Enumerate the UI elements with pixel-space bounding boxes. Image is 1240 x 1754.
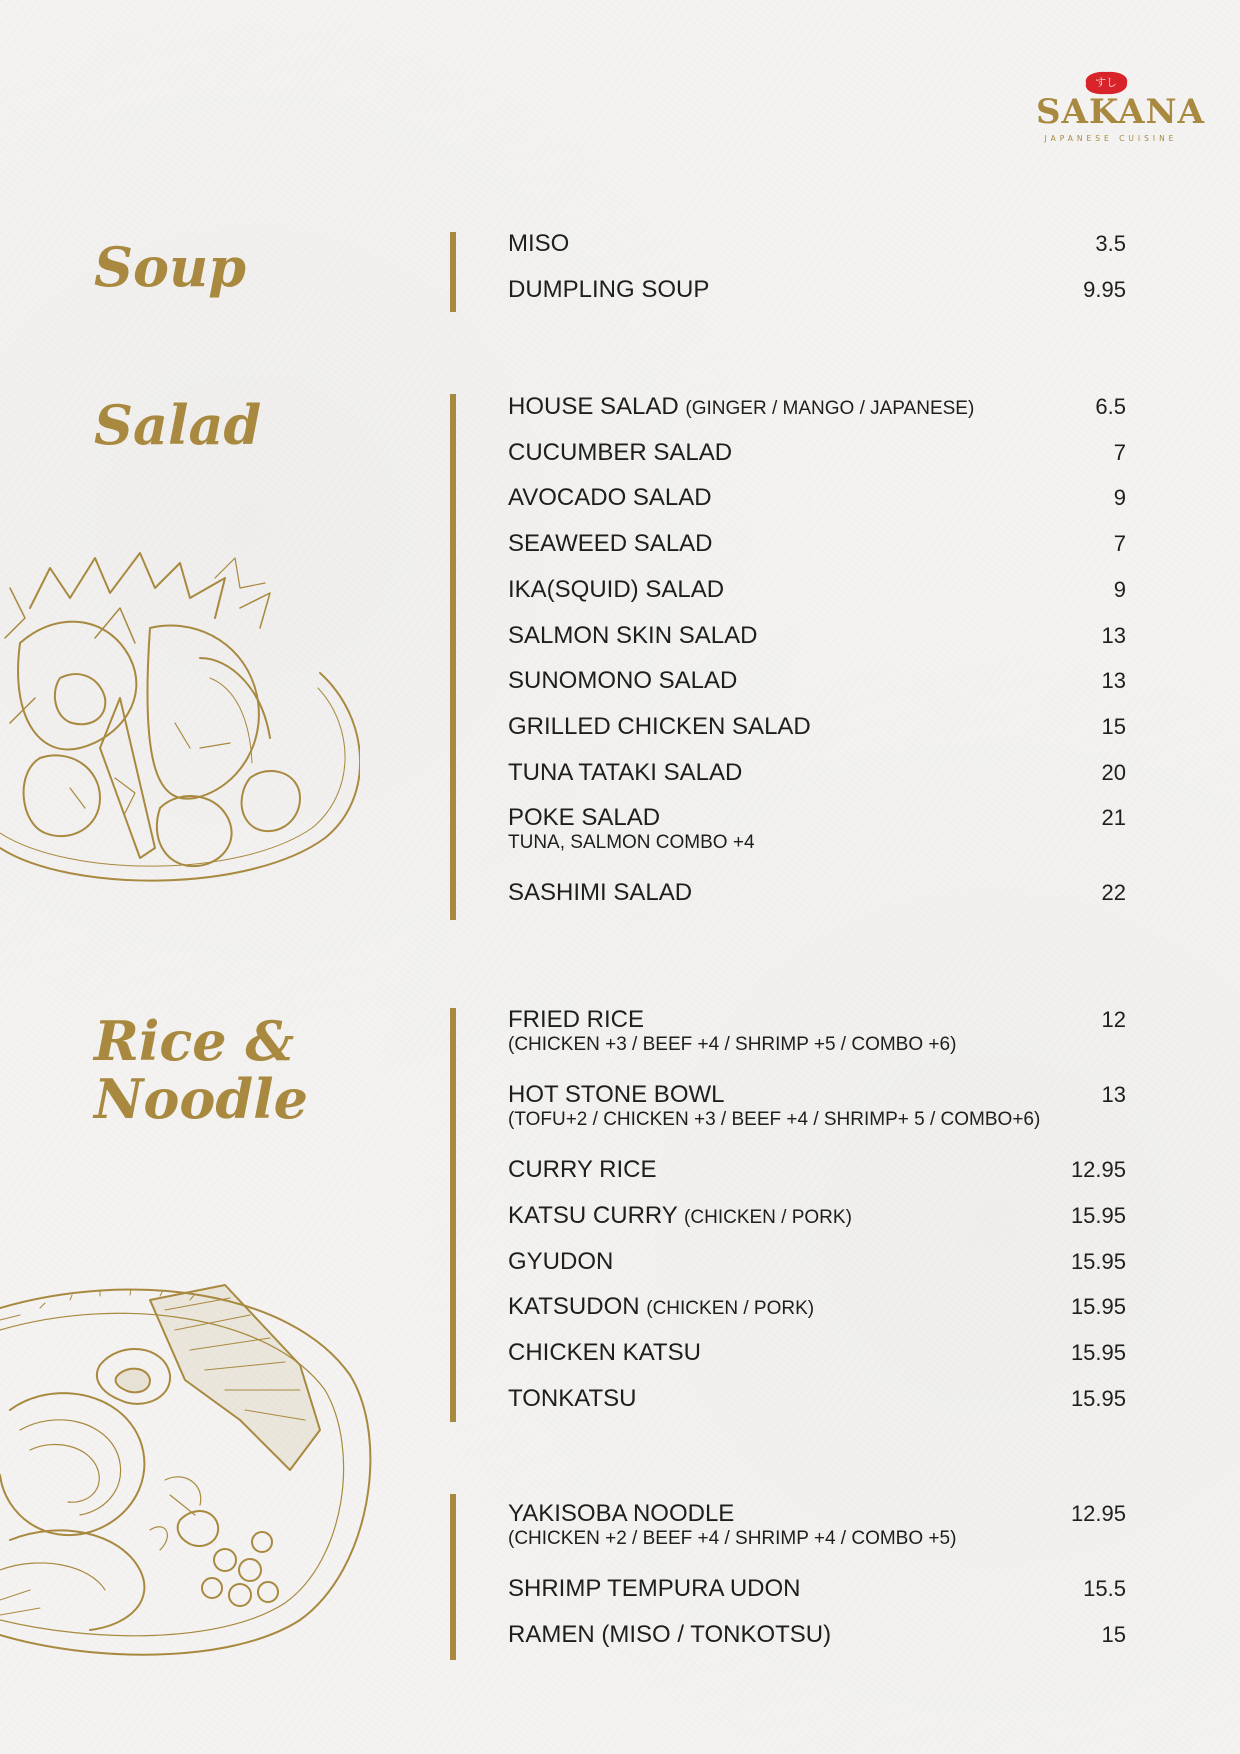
item-price: 3.5 [1095, 231, 1126, 256]
section-divider [450, 1008, 456, 1422]
item-name: MISO [508, 230, 570, 257]
item-name: CHICKEN KATSU [508, 1339, 701, 1366]
item-price: 15 [1101, 1622, 1126, 1647]
item-price: 13 [1101, 668, 1126, 693]
item-price: 13 [1101, 1082, 1126, 1107]
item-name: HOUSE SALAD (GINGER / MANGO / JAPANESE) [508, 393, 975, 420]
brand-tagline: JAPANESE CUISINE [1044, 134, 1178, 143]
item-price: 22 [1101, 880, 1126, 905]
item-note: (CHICKEN / PORK) [646, 1298, 815, 1319]
item-name: SEAWEED SALAD [508, 530, 713, 557]
item-price: 9 [1113, 577, 1126, 602]
item-name: SUNOMONO SALAD [508, 667, 738, 694]
section-title-soup: Soup [94, 235, 247, 299]
item-name: SASHIMI SALAD [508, 879, 693, 906]
item-price: 20 [1101, 760, 1126, 785]
item-price: 12.95 [1070, 1157, 1126, 1182]
item-price: 7 [1113, 531, 1126, 556]
item-note: (CHICKEN / PORK) [684, 1207, 852, 1228]
item-name: IKA(SQUID) SALAD [508, 576, 725, 603]
item-name: KATSUDON (CHICKEN / PORK) [508, 1293, 815, 1320]
item-name: CURRY RICE [508, 1156, 657, 1183]
item-name: TONKATSU [508, 1385, 637, 1412]
item-name: FRIED RICE [508, 1006, 645, 1033]
item-note: (CHICKEN +3 / BEEF +4 / SHRIMP +5 / COMBO +6) [508, 1034, 957, 1055]
item-name: DUMPLING SOUP [508, 276, 710, 303]
item-price: 6.5 [1095, 394, 1126, 419]
seal-text: すし [1095, 76, 1117, 89]
item-price: 12 [1101, 1007, 1126, 1032]
item-price: 15 [1101, 714, 1126, 739]
section-divider [450, 1494, 456, 1660]
item-name: TUNA TATAKI SALAD [508, 759, 743, 786]
ramen-bowl-illustration [0, 1270, 380, 1660]
item-name: SALMON SKIN SALAD [508, 622, 758, 649]
section-title-rice: Rice & [94, 1009, 295, 1073]
item-price: 15.95 [1070, 1340, 1126, 1365]
section-divider [450, 232, 456, 312]
item-note: (CHICKEN +2 / BEEF +4 / SHRIMP +4 / COMBO +5) [508, 1528, 957, 1549]
salad-plate-illustration [0, 548, 360, 888]
item-price: 15.95 [1070, 1386, 1126, 1411]
item-name: GRILLED CHICKEN SALAD [508, 713, 811, 740]
item-name: POKE SALAD [508, 804, 661, 831]
item-name: HOT STONE BOWL [508, 1081, 725, 1108]
brand-name: SAKANA [1036, 92, 1205, 132]
item-price: 15.95 [1070, 1294, 1126, 1319]
item-price: 7 [1113, 440, 1126, 465]
item-price: 13 [1101, 623, 1126, 648]
item-name: AVOCADO SALAD [508, 484, 712, 511]
item-price: 15.5 [1083, 1576, 1126, 1601]
item-price: 15.95 [1070, 1203, 1126, 1228]
section-title-noodle: Noodle [94, 1067, 309, 1131]
item-name: SHRIMP TEMPURA UDON [508, 1575, 801, 1602]
item-name: RAMEN (MISO / TONKOTSU) [508, 1621, 832, 1648]
item-price: 15.95 [1070, 1249, 1126, 1274]
item-note: (GINGER / MANGO / JAPANESE) [685, 398, 975, 419]
item-price: 21 [1101, 805, 1126, 830]
section-title-salad: Salad [94, 393, 262, 457]
section-divider [450, 394, 456, 920]
item-name: CUCUMBER SALAD [508, 439, 733, 466]
item-price: 9.95 [1083, 277, 1126, 302]
item-note: (TOFU+2 / CHICKEN +3 / BEEF +4 / SHRIMP+ 5 / COMBO+6) [508, 1109, 1041, 1130]
item-note: TUNA, SALMON COMBO +4 [508, 832, 755, 853]
item-price: 9 [1113, 485, 1126, 510]
brand-logo [1036, 70, 1205, 150]
item-price: 12.95 [1070, 1501, 1126, 1526]
item-name: YAKISOBA NOODLE [508, 1500, 735, 1527]
item-name: KATSU CURRY (CHICKEN / PORK) [508, 1202, 852, 1229]
item-name: GYUDON [508, 1248, 614, 1275]
